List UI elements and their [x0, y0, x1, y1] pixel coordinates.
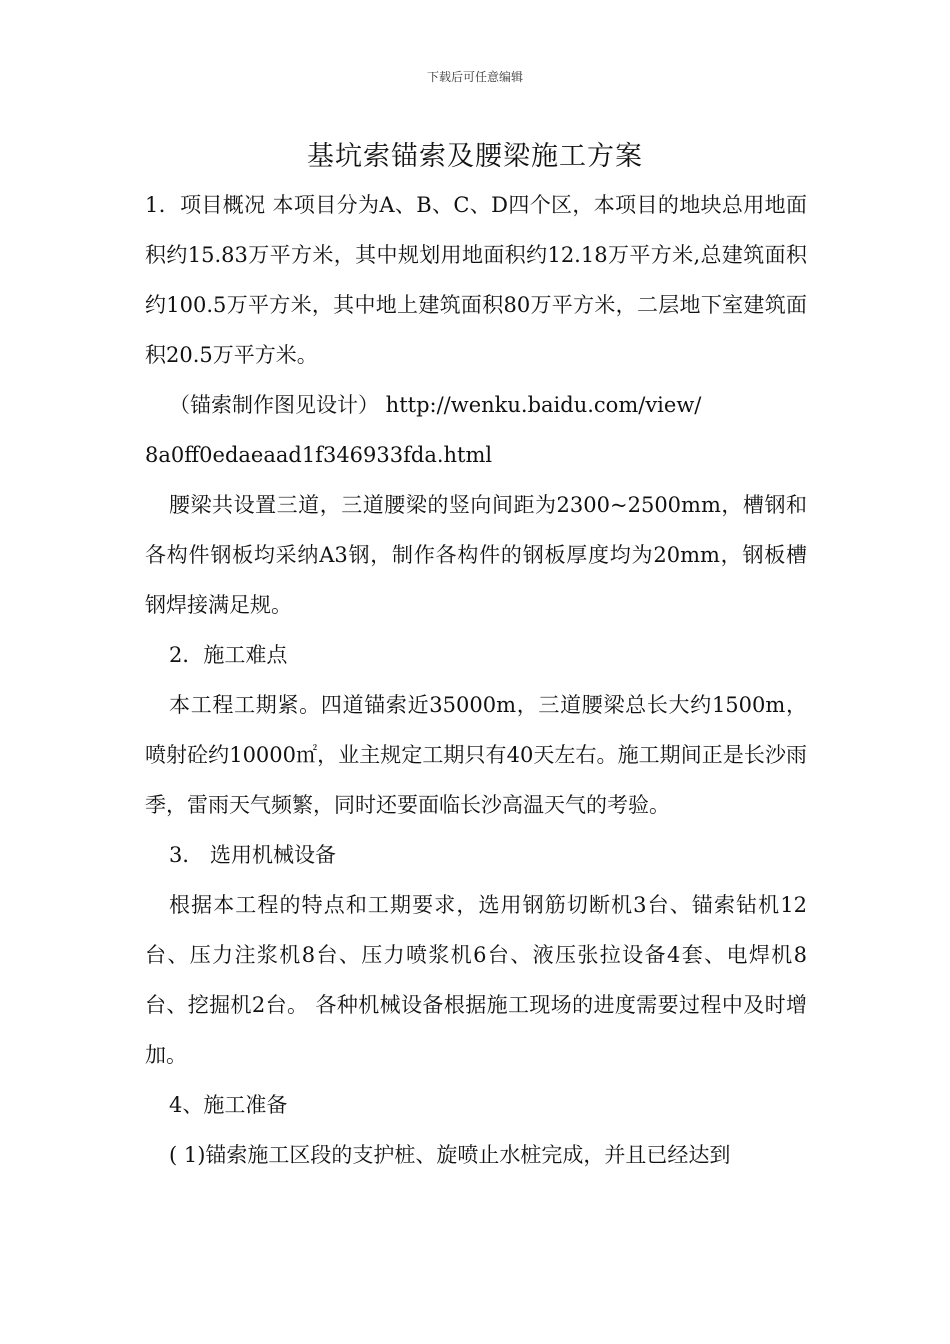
- paragraph-difficulties: 本工程工期紧。四道锚索近35000m，三道腰梁总长大约1500m，喷射砼约10000㎡，业主规定工期只有40天左右。施工期间正是长沙雨季，雷雨天气频繁，同时还要面临长沙高温天气的考验。: [145, 693, 807, 817]
- paragraph-anchor-drawing: （锚索制作图见设计） http://wenku.baidu.com/view/: [169, 393, 702, 417]
- paragraph-preparation-1: ( 1)锚索施工区段的支护桩、旋喷止水桩完成，并且已经达到: [169, 1143, 731, 1167]
- page-header: 下载后可任意编辑: [426, 70, 523, 84]
- paragraph-waist-beam: 腰梁共设置三道，三道腰梁的竖向间距为2300~2500mm，槽钢和各构件钢板均采纳A3钢，制作各构件的钢板厚度均为20mm，钢板槽钢焊接满足规。: [145, 493, 807, 617]
- heading-preparation: 4、施工准备: [169, 1093, 288, 1117]
- paragraph-project-overview: 1．项目概况 本项目分为A、B、C、D四个区，本项目的地块总用地面积约15.83万平方米，其中规划用地面积约12.18万平方米,总建筑面积约100.5万平方米，其中地上建筑面积80万平方米，二层地下室建筑面积20.5万平方米。: [145, 193, 807, 367]
- paragraph-equipment: 根据本工程的特点和工期要求，选用钢筋切断机3台、锚索钻机12台、压力注浆机8台、压力喷浆机6台、液压张拉设备4套、电焊机8台、挖掘机2台。 各种机械设备根据施工现场的进度需要过程中及时增加。: [145, 893, 807, 1067]
- document-body: [145, 180, 807, 1180]
- heading-equipment: 3． 选用机械设备: [169, 843, 337, 867]
- paragraph-anchor-link: 8a0ff0edaeaad1f346933fda.html: [145, 443, 493, 467]
- heading-construction-difficulties: 2．施工难点: [169, 643, 288, 667]
- document-title: 基坑索锚索及腰梁施工方案: [307, 141, 643, 172]
